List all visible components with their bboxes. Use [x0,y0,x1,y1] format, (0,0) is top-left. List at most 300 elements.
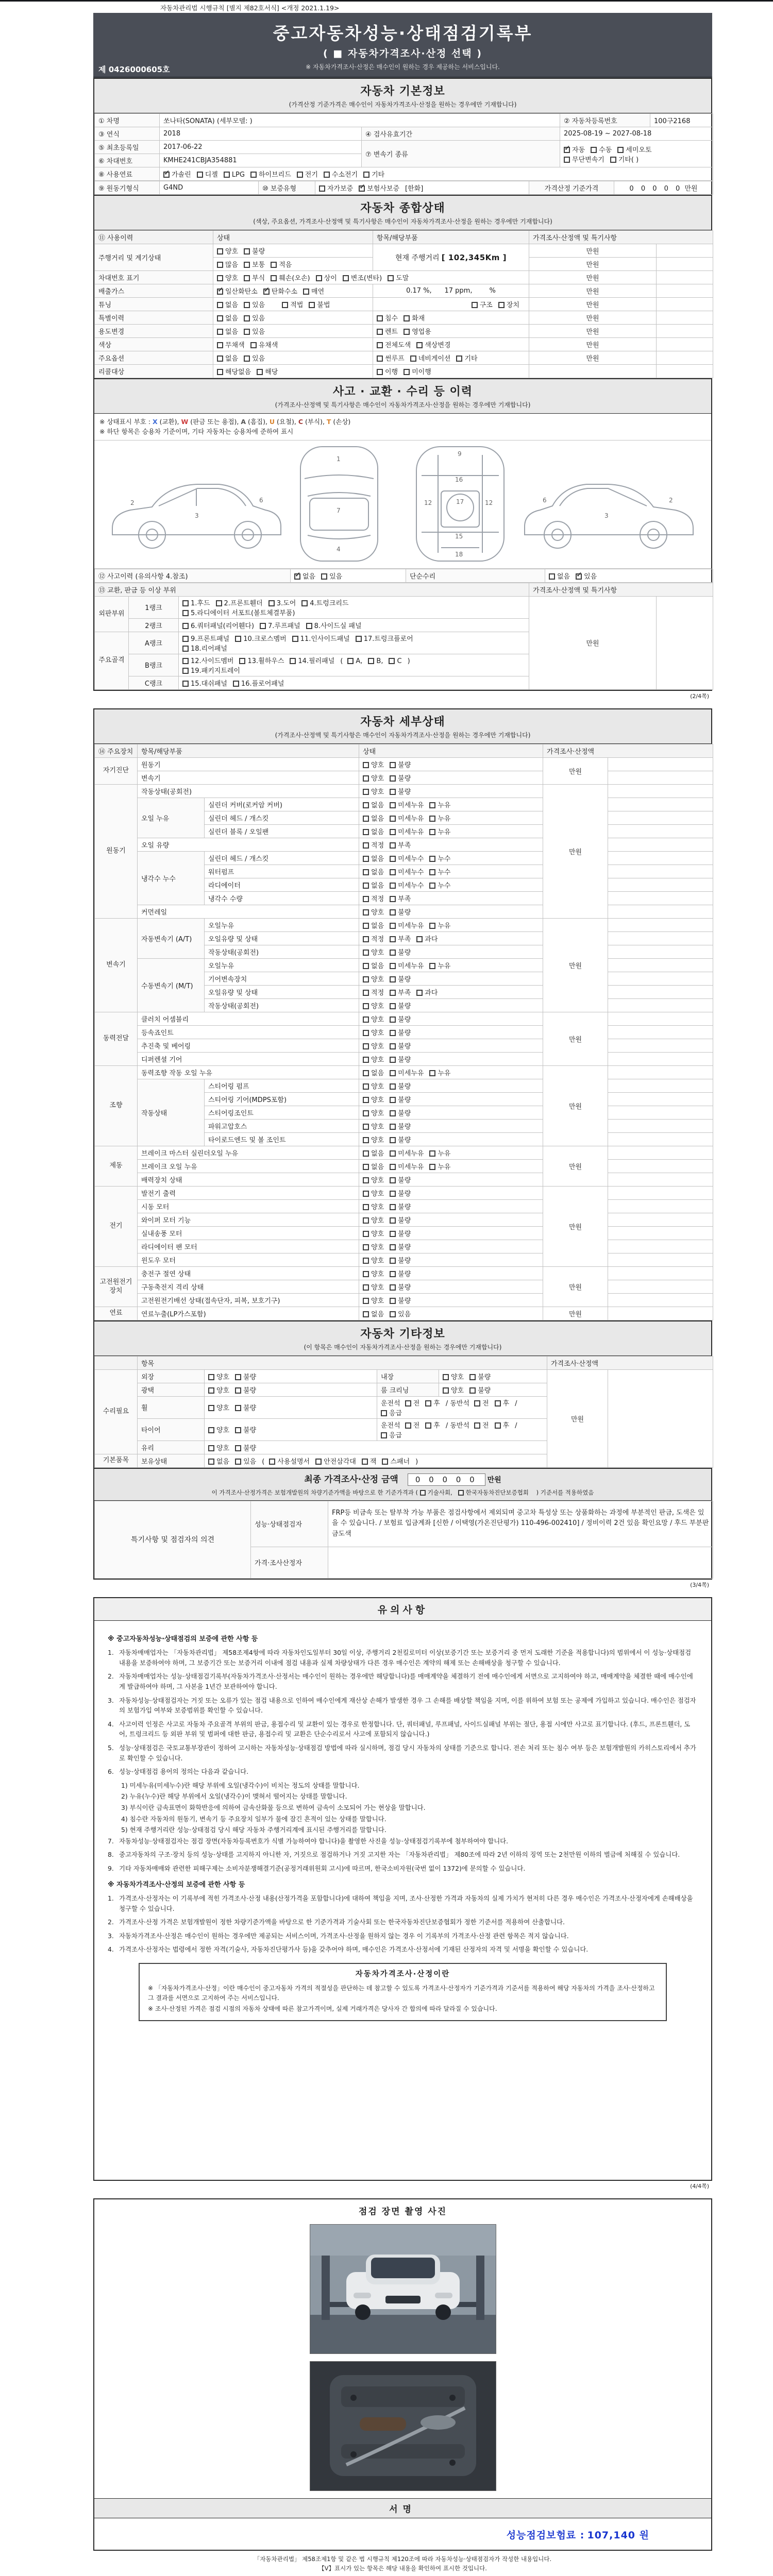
checkbox-option[interactable]: 불량 [390,1001,411,1010]
item-label: 커먼레일 [138,905,359,918]
checkbox-option[interactable]: 무단변속기 [564,154,604,164]
checkbox-option[interactable]: 누수 [429,853,450,863]
checkbox-option[interactable]: 불량 [244,246,265,256]
checkbox-option[interactable]: 불량 [390,1027,411,1037]
checkbox-option[interactable]: 누유 [429,813,450,823]
checkbox-option[interactable]: 양호 [363,1094,384,1104]
checkbox-option[interactable]: 색상변경 [416,340,450,349]
exterior-options [205,1369,377,1383]
checkbox-option[interactable]: 적정 [363,934,384,943]
vehicle-damage-diagram [94,440,711,569]
checkbox-option[interactable]: 14.필러패널 [290,655,334,665]
label-room-cleaning: 룸 크리닝 [377,1383,439,1396]
checkbox-option[interactable]: 미세누유 [390,1148,424,1158]
checkbox-option[interactable]: 도말 [388,273,409,282]
item-label: 실린더 헤드 / 개스킷 [205,851,359,865]
checkbox-icon [208,1405,214,1411]
notes-cell [608,824,713,838]
final-price-note-prefix: 이 가격조사·산정가격은 보험개발원의 차량기준가액을 바탕으로 한 기준가격과 ( [211,1488,418,1496]
checkbox-option[interactable]: 19.패키지트레이 [182,665,240,675]
checkbox-option[interactable]: 15.대쉬패널 [182,678,227,688]
checkbox-option[interactable]: 8.사이드실 패널 [306,620,362,630]
checkbox-icon [443,1387,449,1394]
checkbox-option[interactable]: 7.루프패널 [260,620,300,630]
checkbox-option[interactable]: 부식 [244,273,265,282]
checkbox-option[interactable]: 양호 [363,759,384,769]
checkbox-option[interactable]: 없음 [363,800,384,809]
checkbox-option[interactable]: 불량 [390,1175,411,1184]
checkbox-option[interactable]: 부족 [390,934,411,943]
rankA-line2 [182,643,525,653]
checkbox-option[interactable]: 양호 [443,1371,464,1381]
checkbox-option[interactable]: 부족 [390,893,411,903]
detail-row [95,838,713,851]
checkbox-option[interactable]: 무채색 [217,340,245,349]
checkbox-option[interactable]: 미세누유 [390,800,424,809]
checkbox-option[interactable]: 전 [474,1398,489,1408]
checkbox-option[interactable]: 불량 [390,947,411,957]
checkbox-option[interactable]: 부족 [390,840,411,850]
checkbox-option[interactable]: 없음 [363,960,384,970]
checkbox-option[interactable]: 없음 [363,1148,384,1158]
checkbox-option[interactable]: 있음 [244,299,265,309]
checkbox-option[interactable]: 해당 [257,366,278,376]
precaution-item [108,1850,698,1860]
checkbox-option[interactable]: 미세누유 [390,920,424,930]
checkbox-option[interactable]: 양호 [208,1425,229,1434]
checkbox-icon [390,762,396,768]
checkbox-option[interactable]: 양호 [208,1371,229,1381]
checkbox-option[interactable]: 불량 [390,1282,411,1292]
checkbox-option[interactable]: 없음 [363,1067,384,1077]
checkbox-option[interactable]: 양호 [208,1402,229,1412]
item-text: 자동차매매업자는 「자동차관리법」 제58조제4항에 따라 자동차인도일부터 30일 이상, 주행거리 2천킬로미터 이상(보증기간 또는 보증거리 중 먼저 도래한 기준을 적용합니다)의 범위에서 이 성능·상태점검 내용을 보증하여야 하며, 그 보증기간 또는 보증거리 이내에 점검 내용과 실제 차량상태가 다른 경우 매수인은 계약의 해제 또는 손해배상을 청구할 수 있습니다. [119,1649,692,1667]
checkbox-option[interactable]: 누유 [429,960,450,970]
checkbox-option[interactable]: 사용설명서 [269,1456,310,1466]
notes-cell [608,865,713,878]
checkbox-option[interactable]: 수소전기 [324,169,358,179]
checkbox-option[interactable]: 보통 [244,259,265,269]
checkbox-option[interactable]: 응급 [381,1408,402,1417]
checkbox-option[interactable]: 양호 [363,1027,384,1037]
checkbox-option[interactable]: 있음 [244,326,265,336]
checkbox-option[interactable]: 없음 [363,880,384,890]
checkbox-option[interactable]: 훼손(오손) [271,273,310,282]
checkbox-option[interactable]: ✓ 가솔린 [163,169,191,179]
checkbox-option[interactable]: 양호 [363,1108,384,1117]
tuning-item-options [373,298,529,311]
checkbox-option[interactable]: LPG [224,171,245,179]
checkbox-option[interactable]: 없음 [363,920,384,930]
checkbox-option[interactable]: 미이행 [404,366,431,376]
label-glass: 유리 [138,1440,205,1454]
checkbox-option[interactable]: 누유 [429,1161,450,1171]
checkbox-option[interactable]: 전기 [297,169,318,179]
state-options [359,771,543,784]
checkbox-option[interactable]: 없음 [549,571,570,581]
checkbox-option[interactable]: 양호 [208,1385,229,1395]
checkbox-option[interactable]: 불량 [235,1443,256,1452]
item-label: 파워고압호스 [205,1119,359,1132]
checkbox-option[interactable]: 양호 [363,1228,384,1238]
checkbox-option[interactable]: 장치 [498,299,519,309]
checkbox-option[interactable]: 영업용 [404,326,431,336]
checkbox-icon [363,789,369,795]
item-label: 기어변속장치 [205,972,359,985]
col-spacer [95,1356,138,1369]
checkbox-option[interactable]: 불량 [469,1385,491,1395]
emission-options [213,284,373,298]
checkbox-option[interactable]: 미세누수 [390,853,424,863]
checkbox-option[interactable]: 양호 [363,1242,384,1251]
checkbox-option[interactable]: 전 [405,1398,420,1408]
checkbox-option[interactable]: 기타 [456,353,477,363]
checkbox-option[interactable]: 불량 [390,1255,411,1265]
notes-cell [608,1146,713,1159]
checkbox-option[interactable]: C [389,657,401,665]
checkbox-option[interactable]: 렌트 [377,326,398,336]
checkbox-option[interactable]: 누수 [429,867,450,876]
checkbox-option[interactable]: 3.도어 [268,598,296,607]
checkbox-icon [429,923,435,929]
item-text: 자동차매매업자는 성능·상태점검기록부(자동차가격조사·산정서는 매수인이 원하는 경우에만 해당합니다)를 매매계약을 체결하기 전에 매수인에게 서면으로 고지하여야 하고, 매매계약을 체결한 때에 매수인에게 발급하여야 하며, 그 사본을 1년간 보관하여야 합니다. [119,1672,693,1691]
checkbox-option[interactable]: 양호 [363,1054,384,1064]
label-vin: ⑥ 차대번호 [95,154,160,167]
checkbox-icon [390,829,396,835]
checkbox-option[interactable]: 한국자동차진단보증협회 [458,1488,529,1497]
checkbox-option[interactable]: 전 [474,1420,489,1430]
checkbox-option[interactable]: 양호 [363,1081,384,1091]
checkbox-option[interactable]: ✓ 보험사보증 [359,183,399,193]
other-info-table [94,1356,713,1468]
checkbox-option[interactable]: 양호 [363,907,384,917]
svg-text:9: 9 [458,450,462,457]
checkbox-option[interactable]: 불량 [390,1094,411,1104]
checkbox-option[interactable]: 미세누유 [390,960,424,970]
checkbox-option[interactable]: 기타( ) [610,154,638,164]
checkbox-icon [244,275,250,281]
checkbox-option[interactable]: 응급 [381,1430,402,1439]
checkbox-option[interactable]: 기타 [363,169,384,179]
checkbox-option[interactable]: 썬루프 [377,353,405,363]
label-basic-items: 기본품목 [95,1454,138,1467]
checkbox-option[interactable]: 양호 [363,1255,384,1265]
checkbox-option[interactable]: 없음 [363,867,384,876]
checkbox-option[interactable]: 후 [425,1420,440,1430]
checkbox-option[interactable]: 과다 [416,987,438,997]
checkbox-option[interactable]: 없음 [363,826,384,836]
checkbox-option[interactable]: 불량 [235,1425,256,1434]
checkbox-option[interactable]: 스패너 [382,1456,410,1466]
checkbox-option[interactable]: 적정 [363,987,384,997]
checkbox-option[interactable]: 양호 [363,1201,384,1211]
checkbox-option[interactable]: 미세누수 [390,867,424,876]
checkbox-option[interactable]: 세미오토 [617,144,651,154]
checkbox-option[interactable]: 없음 [363,1161,384,1171]
checkbox-option[interactable]: 미세누유 [390,813,424,823]
checkbox-option[interactable]: 이행 [377,366,398,376]
checkbox-option[interactable]: 잭 [362,1456,377,1466]
notes-cell [608,1226,713,1240]
checkbox-option[interactable]: 불량 [390,974,411,984]
inline-text: [한화] [405,185,424,193]
warranty-options [315,181,529,195]
checkbox-option[interactable]: 매연 [303,286,324,296]
checkbox-option[interactable]: 후 [495,1398,510,1408]
detail-row [95,1159,713,1173]
checkbox-option[interactable]: 양호 [217,246,238,256]
checkbox-option[interactable]: B, [368,657,383,665]
checkbox-option[interactable]: 불량 [390,1215,411,1225]
checkbox-option[interactable]: 후 [495,1420,510,1430]
checkbox-option[interactable]: 불량 [390,1054,411,1064]
checkbox-icon [182,681,189,687]
checkbox-option[interactable]: 없음 [363,1309,384,1318]
document-number: 제 0426000605호 [98,65,170,74]
checkbox-option[interactable]: 17.트렁크플로어 [356,633,413,643]
checkbox-option[interactable]: 적음 [271,259,292,269]
checkbox-option[interactable]: 기술사회, [420,1488,452,1497]
checkbox-option[interactable]: 불량 [390,1201,411,1211]
checkbox-option[interactable]: 양호 [363,1282,384,1292]
checkbox-option[interactable]: 불량 [390,1268,411,1278]
checkbox-icon [390,802,396,808]
checkbox-option[interactable]: 양호 [443,1385,464,1395]
tire-options [205,1418,377,1440]
checkbox-option[interactable]: 미세누수 [390,880,424,890]
checkbox-icon [363,1137,369,1143]
checkbox-option[interactable]: 네비게이션 [410,353,451,363]
checkbox-option[interactable]: 많음 [217,259,238,269]
notes-cell [608,811,713,824]
checkbox-option[interactable]: 1.후드 [182,598,210,607]
mileage-item-label: 현재 주행거리 [395,253,440,262]
checkbox-icon [458,1490,464,1496]
state-options [359,1240,543,1253]
checkbox-option[interactable]: 18.리어패널 [182,643,227,653]
label-transmission: ⑦ 변속기 종류 [362,141,560,167]
checkbox-option[interactable]: 양호 [363,1175,384,1184]
notes-cell [608,784,713,798]
checkbox-option[interactable]: 양호 [363,947,384,957]
checkbox-option[interactable]: 있음 [235,1456,256,1466]
checkbox-option[interactable]: 없음 [217,313,238,323]
checkbox-option[interactable]: 불량 [390,1041,411,1050]
checkbox-option[interactable]: 10.크로스멤버 [235,633,286,643]
checkbox-option[interactable]: 불량 [390,1295,411,1305]
checkbox-option[interactable]: 없음 [363,813,384,823]
checkbox-icon [282,302,288,308]
checkbox-option[interactable]: ✓ 없음 [294,571,315,581]
checkbox-icon [498,302,505,308]
checkbox-option[interactable]: 12.사이드멤버 [182,655,233,665]
checkbox-option[interactable]: 6.쿼터패널(리어휀다) [182,620,254,630]
checkbox-option[interactable]: 불량 [390,1134,411,1144]
device-label: 원동기 [95,784,138,918]
checkbox-icon [390,883,396,889]
checkbox-option[interactable]: 미세누유 [390,826,424,836]
checkbox-icon [235,1445,241,1451]
checkbox-option[interactable]: 불량 [390,1228,411,1238]
label-interior: 내장 [377,1369,439,1383]
checkbox-option[interactable]: 불량 [390,786,411,796]
checkbox-icon [390,1164,396,1170]
checkbox-option[interactable]: 양호 [363,1001,384,1010]
checkbox-option[interactable]: 누유 [429,800,450,809]
checkbox-option[interactable]: 불량 [390,1081,411,1091]
checkbox-option[interactable]: 불량 [469,1371,491,1381]
checkbox-option[interactable]: 누유 [429,920,450,930]
checkbox-option[interactable]: 미세누유 [390,1161,424,1171]
checkbox-option[interactable]: 불량 [235,1385,256,1395]
label-special-history: 특별이력 [95,311,213,325]
checkbox-option[interactable]: 9.프론트패널 [182,633,229,643]
checkbox-option[interactable]: 있음 [244,313,265,323]
price-cell: 만원 [529,596,657,689]
checkbox-icon [363,856,369,862]
checkbox-option[interactable]: 해당없음 [217,366,251,376]
checkbox-option[interactable]: 과다 [416,934,438,943]
checkbox-option[interactable]: 구조 [472,299,493,309]
checkbox-option[interactable]: 2.프론트휀더 [216,598,263,607]
checkbox-option[interactable]: 수동 [591,144,612,154]
checkbox-icon [235,1387,241,1394]
checkbox-option[interactable]: 화재 [404,313,425,323]
checkbox-option[interactable]: 있음 [321,571,342,581]
checkbox-option[interactable]: 부족 [390,987,411,997]
detail-row [95,1025,713,1039]
item-text: 성능·상태점검은 국토교통부장관이 정하여 고시하는 자동차성능·상태점검 방법에 따라 실시하며, 점검 당시 자동차의 상태를 기준으로 합니다. 전손 처리 또는 침수 여부 등은 보험개발원의 카히스토리에서 추가로 확인할 수 있습니다. [119,1744,696,1762]
checkbox-option[interactable]: 11.인사이드패널 [292,633,350,643]
checkbox-option[interactable]: 13.휠하우스 [239,655,284,665]
checkbox-option[interactable]: 침수 [377,313,398,323]
notes-cell [608,1132,713,1146]
checkbox-option[interactable]: ✓ 일산화탄소 [217,286,258,296]
checkbox-option[interactable]: 양호 [363,1215,384,1225]
checkbox-icon [495,1400,501,1406]
item-label: 스티어링조인트 [205,1106,359,1119]
detail-row [95,918,713,931]
checkbox-option[interactable]: 4.트렁크리드 [301,598,348,607]
checkbox-option[interactable]: 양호 [363,1121,384,1131]
item-number: 4. [108,1720,114,1728]
checkbox-option[interactable]: 양호 [208,1443,229,1452]
checkbox-option[interactable]: 없음 [217,326,238,336]
checkbox-option[interactable]: 불량 [390,1242,411,1251]
checkbox-option[interactable]: 불법 [309,299,330,309]
checkbox-option[interactable]: 양호 [363,1041,384,1050]
checkbox-option[interactable]: 불량 [235,1371,256,1381]
label-mileage: 주행거리 및 계기상태 [95,244,213,271]
checkbox-option[interactable]: 불량 [235,1402,256,1412]
checkbox-option[interactable]: 양호 [363,1134,384,1144]
notes-cell [608,771,713,784]
checkbox-option[interactable]: 16.플로어패널 [233,678,284,688]
checkbox-option[interactable]: 양호 [363,1295,384,1305]
checkbox-option[interactable]: 없음 [217,353,238,363]
checkbox-option[interactable]: 양호 [217,273,238,282]
checkbox-option[interactable]: 불량 [390,1108,411,1117]
checkbox-icon [363,1311,369,1317]
checkbox-option[interactable]: 없음 [217,299,238,309]
checkbox-icon [294,573,300,580]
checkbox-option[interactable]: 상이 [316,273,337,282]
checkbox-option[interactable]: 디젤 [197,169,218,179]
checkbox-option[interactable]: 양호 [363,786,384,796]
checkbox-icon [425,1422,431,1429]
checkbox-option[interactable]: 유채색 [250,340,278,349]
checkbox-option[interactable]: 양호 [363,1268,384,1278]
checkbox-option[interactable]: 변조(변타) [343,273,382,282]
checkbox-option[interactable]: 누유 [429,1148,450,1158]
checkbox-icon [217,369,223,375]
label-special-notes: 특기사항 및 점검자의 의견 [95,1501,251,1578]
value-car-name: 쏘나타(SONATA) (세부모델: ) [160,114,560,127]
checkbox-icon [182,636,189,642]
checkbox-option[interactable]: 양호 [363,1014,384,1024]
checkbox-option[interactable]: 있음 [390,1309,411,1318]
checkbox-option[interactable]: 누수 [429,880,450,890]
checkbox-option[interactable]: 불량 [390,773,411,783]
signature-title: 서명 [94,2498,711,2518]
checkbox-option[interactable]: 불량 [390,907,411,917]
checkbox-option[interactable]: 5.라디에이터 서포트(볼트체결부품) [182,607,295,617]
checkbox-icon [390,1150,396,1157]
checkbox-option[interactable]: ✓ 있음 [576,571,597,581]
label-main-option: 주요옵션 [95,351,213,365]
checkbox-option[interactable]: ✓자동 [564,144,585,154]
notes-cell [608,905,713,918]
checkbox-option[interactable]: 양호 [363,974,384,984]
checkbox-option[interactable]: 미세누유 [390,1067,424,1077]
checkbox-option[interactable]: 전체도색 [377,340,411,349]
checkbox-option[interactable]: 누유 [429,826,450,836]
checkbox-option[interactable]: 불량 [390,1188,411,1198]
checkbox-option[interactable]: A, [347,657,362,665]
checkbox-option[interactable]: 적정 [363,893,384,903]
item-label: 워터펌프 [205,865,359,878]
notes-cell [608,757,713,771]
checkbox-option[interactable]: 없음 [208,1456,229,1466]
checkbox-option[interactable]: 적법 [282,299,303,309]
col-exchange-area: ⑬ 교환, 판금 등 이상 부위 [95,583,529,596]
checkbox-icon [359,185,365,192]
checkbox-option[interactable]: 전 [405,1420,420,1430]
checkbox-option[interactable]: 후 [425,1398,440,1408]
checkbox-option[interactable]: 하이브리드 [250,169,291,179]
detail-row [95,1226,713,1240]
checkbox-option[interactable]: ✓ 탄화수소 [263,286,297,296]
checkbox-option[interactable]: 양호 [363,1188,384,1198]
checkbox-option[interactable]: 불량 [390,1014,411,1024]
state-options [359,1092,543,1106]
checkbox-option[interactable]: 불량 [390,1121,411,1131]
checkbox-option[interactable]: 자가보증 [319,183,353,193]
checkbox-icon [390,1258,396,1264]
checkbox-option[interactable]: 안전삼각대 [315,1456,356,1466]
checkbox-option[interactable]: 없음 [363,853,384,863]
checkbox-option[interactable]: 적정 [363,840,384,850]
label-recall: 리콜대상 [95,365,213,378]
value-engine-type: G4ND [160,181,259,195]
checkbox-option[interactable]: 있음 [244,353,265,363]
detail-row [95,958,713,972]
checkbox-option[interactable]: 불량 [390,759,411,769]
checkbox-option[interactable]: 양호 [363,773,384,783]
label-reg-no: ② 자동차등록번호 [560,114,650,127]
subgroup-label: 수동변속기 (M/T) [138,958,205,1012]
checkbox-option[interactable]: 누유 [429,1067,450,1077]
